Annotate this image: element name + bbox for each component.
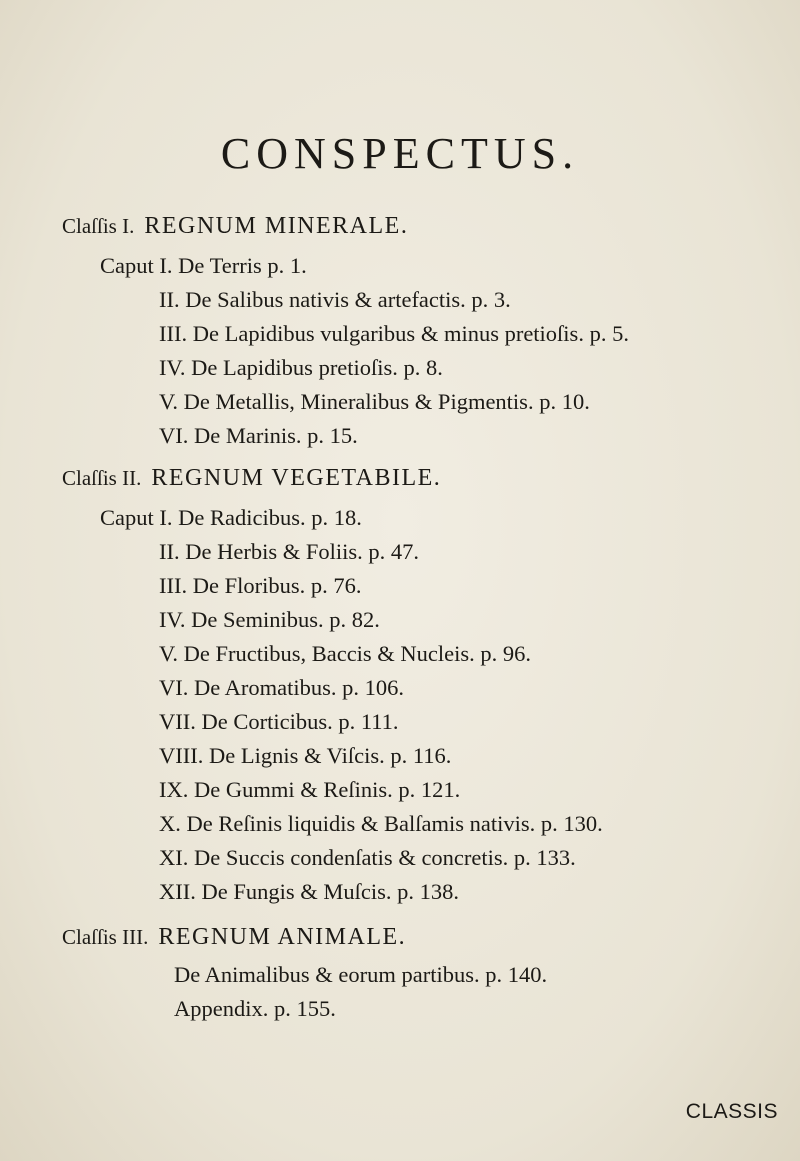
chapter-entry: VI. De Marinis. p. 15. — [159, 423, 358, 448]
chapter-entry: XII. De Fungis & Muſcis. p. 138. — [159, 879, 459, 904]
chapter-entry: V. De Metallis, Mineralibus & Pigmentis. p. 10. — [159, 389, 590, 414]
chapter-entry: Appendix. p. 155. — [174, 996, 336, 1021]
chapter-entry: VIII. De Lignis & Viſcis. p. 116. — [159, 743, 452, 768]
class-heading — [62, 924, 406, 951]
class-title: REGNUM MINERALE. — [144, 213, 409, 239]
class-label: Claſſis I. — [62, 214, 135, 238]
chapter-entry: II. De Herbis & Foliis. p. 47. — [159, 539, 419, 564]
chapter-entry: VI. De Aromatibus. p. 106. — [159, 675, 404, 700]
chapter-entry: IV. De Lapidibus pretioſis. p. 8. — [159, 355, 443, 380]
class-label: Claſſis III. — [62, 925, 149, 949]
chapter-entry: Caput I. De Terris p. 1. — [100, 253, 307, 278]
chapter-entry: II. De Salibus nativis & artefactis. p. 3. — [159, 287, 511, 312]
class-title: REGNUM VEGETABILE. — [151, 465, 442, 491]
class-label: Claſſis II. — [62, 466, 142, 490]
page-title: CONSPECTUS. — [220, 129, 580, 178]
chapter-entry: VII. De Corticibus. p. 111. — [159, 709, 399, 734]
chapter-entry: IV. De Seminibus. p. 82. — [159, 607, 380, 632]
class-title: REGNUM ANIMALE. — [158, 924, 407, 950]
chapter-entry: III. De Floribus. p. 76. — [159, 573, 362, 598]
class-heading — [62, 465, 441, 492]
catchword: CLASSIS — [685, 1100, 778, 1123]
chapter-entry: Caput I. De Radicibus. p. 18. — [100, 505, 362, 530]
chapter-entry: V. De Fructibus, Baccis & Nucleis. p. 96. — [159, 641, 532, 666]
chapter-entry: X. De Reſinis liquidis & Balſamis nativis. p. 130. — [159, 811, 603, 836]
chapter-entry: III. De Lapidibus vulgaribus & minus pretioſis. p. 5. — [159, 321, 629, 346]
chapter-entry: XI. De Succis condenſatis & concretis. p. 133. — [159, 845, 576, 870]
chapter-entry: De Animalibus & eorum partibus. p. 140. — [174, 962, 548, 987]
class-heading — [62, 213, 408, 240]
chapter-entry: IX. De Gummi & Reſinis. p. 121. — [159, 777, 461, 802]
